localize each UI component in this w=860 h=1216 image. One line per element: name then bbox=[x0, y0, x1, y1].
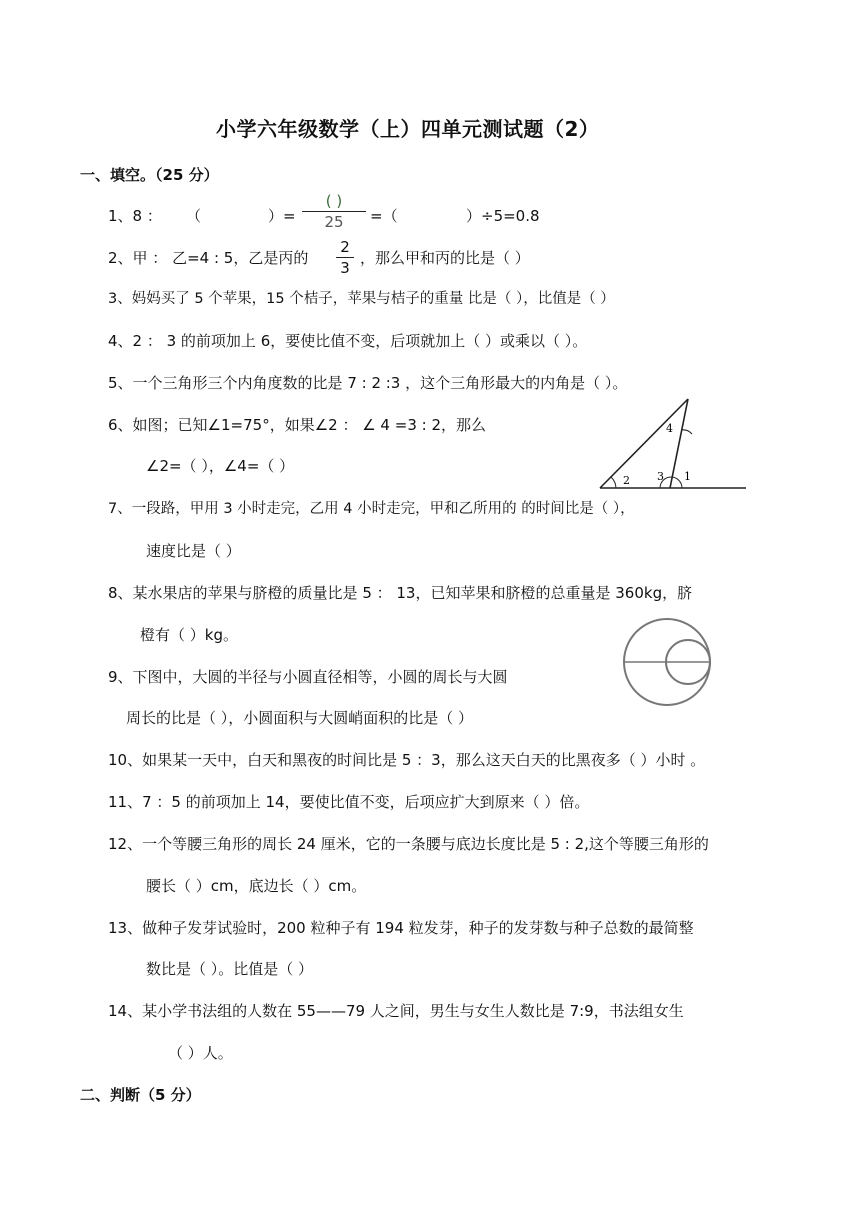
question-13-line-2: 数比是（ ）。比值是（ ） bbox=[146, 960, 314, 978]
question-2-prefix: 2、甲 ： 乙=4 : 5，乙是丙的 bbox=[108, 249, 309, 267]
page-title: 小学六年级数学（上）四单元测试题（2） bbox=[216, 117, 600, 141]
question-8-line-2: 橙有（ ）kg。 bbox=[140, 626, 238, 644]
circles-figure bbox=[620, 612, 720, 712]
question-7-line-1: 7、一段路，甲用 3 小时走完，乙用 4 小时走完，甲和乙所用的 的时间比是（ ）， bbox=[108, 501, 635, 517]
section-heading-true-false: 二、判断（5 分） bbox=[80, 1086, 201, 1104]
triangle-angle-figure bbox=[596, 394, 756, 494]
question-11: 11、7 ：5 的前项加上 14，要使比值不变，后项应扩大到原来（ ）倍。 bbox=[108, 793, 590, 811]
fraction-bar bbox=[336, 257, 354, 258]
question-9-line-2: 周长的比是（ ），小圆面积与大圆峭面积的比是（ ） bbox=[126, 709, 474, 727]
question-1-end: ）÷5=0.8 bbox=[466, 207, 540, 225]
angle-4-arc bbox=[681, 430, 692, 434]
section-heading-fill-in: 一、填空。（25 分） bbox=[80, 166, 219, 184]
question-2-fraction bbox=[336, 238, 354, 277]
angle-label-3: 3 bbox=[657, 470, 664, 483]
question-1-fraction-numerator: ( ) bbox=[325, 192, 343, 210]
fraction-bar bbox=[302, 211, 366, 212]
angle-label-1: 1 bbox=[684, 470, 691, 483]
angle-label-4: 4 bbox=[666, 422, 673, 435]
angle-2-arc bbox=[611, 477, 616, 488]
question-12-line-2: 腰长（ ）cm，底边长（ ）cm。 bbox=[146, 877, 367, 895]
question-2-fraction-denominator: 3 bbox=[340, 259, 350, 277]
question-6-line-1: 6、如图；已知∠1=75°，如果∠2 ： ∠ 4 =3 : 2，那么 bbox=[108, 416, 486, 434]
question-2-fraction-numerator: 2 bbox=[340, 238, 350, 256]
question-8-line-1: 8、某水果店的苹果与脐橙的质量比是 5 ： 13，已知苹果和脐橙的总重量是 360kg，脐 bbox=[108, 584, 693, 602]
question-7-line-2: 速度比是（ ） bbox=[146, 542, 241, 560]
triangle-left-side bbox=[600, 399, 688, 488]
question-1-mid: =（ bbox=[370, 207, 398, 225]
angle-label-2: 2 bbox=[623, 474, 630, 487]
question-6-line-2: ∠2=（ ），∠4=（ ） bbox=[146, 457, 295, 475]
question-1-fraction bbox=[302, 192, 366, 231]
question-1-prefix: 1、8 ： bbox=[108, 207, 162, 225]
question-10: 10、如果某一天中，白天和黑夜的时间比是 5 ：3，那么这天白天的比黑夜多（ ）小时 。 bbox=[108, 751, 706, 769]
question-1-fraction-denominator: 25 bbox=[324, 213, 344, 231]
question-3: 3、妈妈买了 5 个苹果，15 个桔子，苹果与桔子的重量 比是（ ），比值是（ ） bbox=[108, 291, 615, 307]
question-9-line-1: 9、下图中，大圆的半径与小圆直径相等，小圆的周长与大圆 bbox=[108, 668, 508, 686]
question-4: 4、2 ： 3 的前项加上 6，要使比值不变，后项就加上（ ）或乘以（ ）。 bbox=[108, 332, 588, 350]
question-14-line-2: （ ）人。 bbox=[168, 1044, 233, 1062]
question-2-suffix: ，那么甲和丙的比是（ ） bbox=[360, 249, 530, 267]
question-12-line-1: 12、一个等腰三角形的周长 24 厘米，它的一条腰与底边长度比是 5 : 2,这个等腰三角形的 bbox=[108, 835, 709, 853]
question-14-line-1: 14、某小学书法组的人数在 55——79 人之间，男生与女生人数比是 7:9，书法组女生 bbox=[108, 1002, 684, 1020]
question-5: 5、一个三角形三个内角度数的比是 7 : 2 :3 ，这个三角形最大的内角是（ ）。 bbox=[108, 374, 628, 392]
question-1-open-paren: （ bbox=[186, 207, 202, 225]
question-13-line-1: 13、做种子发芽试验时，200 粒种子有 194 粒发芽，种子的发芽数与种子总数的最简整 bbox=[108, 919, 694, 937]
question-1-close-paren: ）= bbox=[268, 207, 296, 225]
